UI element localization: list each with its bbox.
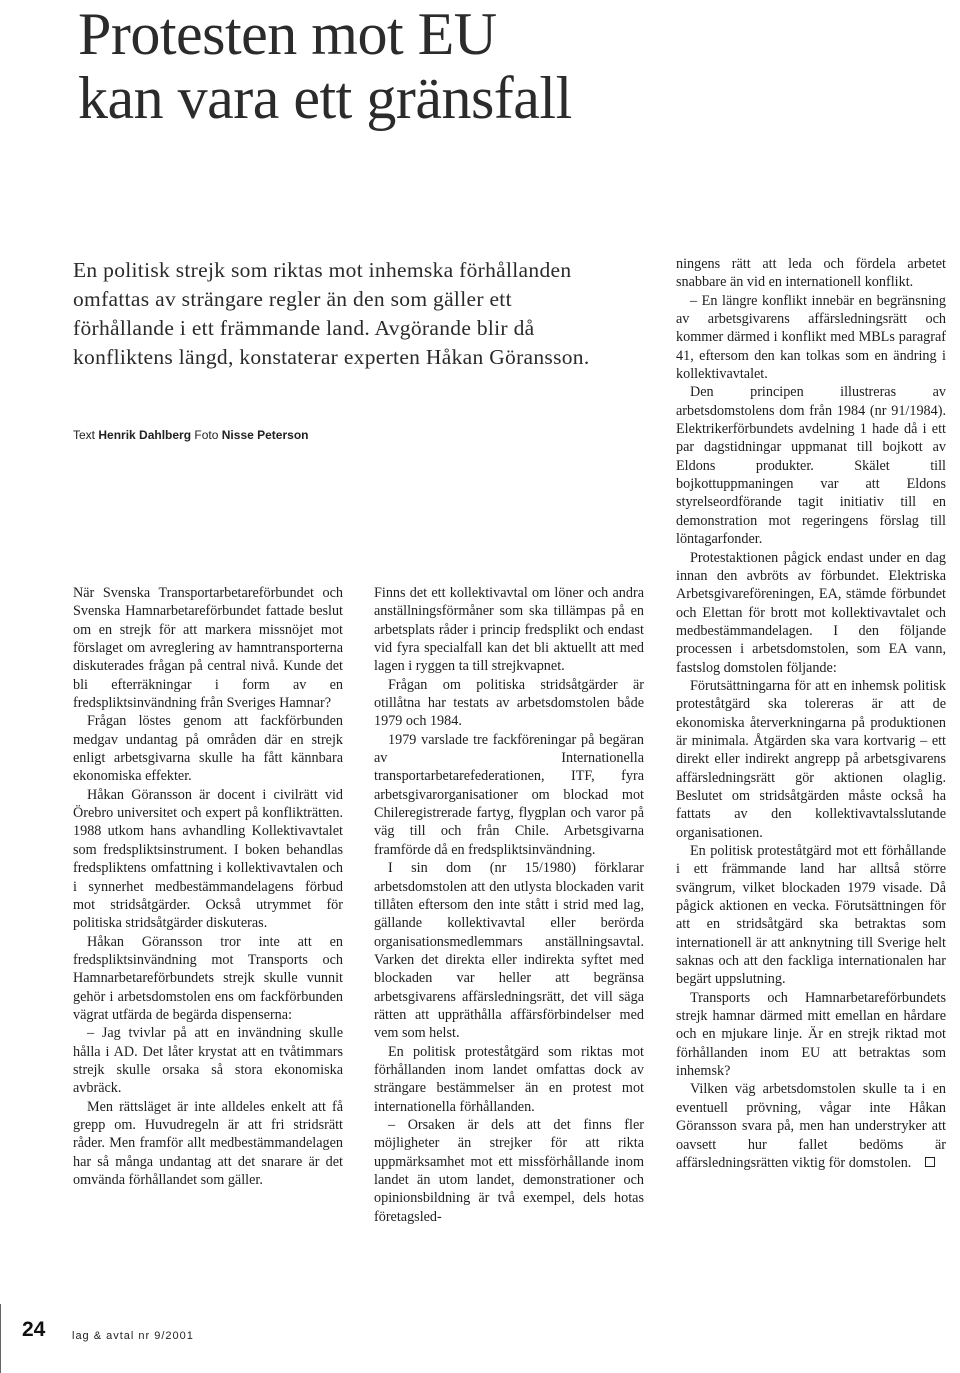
- paragraph: Frågan löstes genom att fackförbunden medgav undantag på områden där en strejk enligt arbetsgivarna skulle ha fått kännbara ekonomiska effekter.: [73, 713, 343, 785]
- paragraph: I sin dom (nr 15/1980) förklarar arbetsdomstolen att den utlysta blockaden varit tillåten eftersom den inte stått i strid med lag, gällande kollektivavtal eller berörda organisationsmedlemmars anställningsavtal. Varken det direkta eller indirekta syftet med blockaden var heller att begränsa arbetsgivarens affärsledningsrätt, det vill säga rätten att uppräthålla affärsförbindelser med vem som helst.: [374, 860, 644, 1042]
- paragraph: Transports och Hamnarbetareförbundets strejk hamnar därmed mitt emellan en hårdare och en mjukare linje. Är en strejk riktad mot förhållanden inom EU att betraktas som inhemsk?: [676, 989, 946, 1080]
- paragraph: Den principen illustreras av arbetsdomstolens dom från 1984 (nr 91/1984). Elektrikerförbundets avdelning 1 hade då i ett par dagstidningar uppmanat till bojkott av Eldons produkter. Skälet till bojkottuppmaningen var att Eldons styrelseordförande tagit initiativ till en demonstration mot regeringens förslag till löntagarfonder.: [676, 384, 946, 548]
- paragraph: ningens rätt att leda och fördela arbetet snabbare än vid en internationell konflikt.: [676, 256, 946, 291]
- page-number: 24: [22, 1318, 46, 1341]
- paragraph: Håkan Göransson tror inte att en fredspliktsinvändning mot Transports och Hamnarbetareförbundets strejk skulle vunnit gehör i arbetsdomstolen ens om fackförbunden vägrat utfärda de begärda dispenserna:: [73, 933, 343, 1023]
- publication-info: lag & avtal nr 9/2001: [72, 1330, 194, 1342]
- paragraph-text: Vilken väg arbetsdomstolen skulle ta i en eventuell prövning, vågar inte Håkan Göransson svara på, men han understryker att oavsett hur fallet bedöms är affärsledningsrätten viktig för domstolen.: [676, 1081, 946, 1171]
- byline-text-label: Text: [73, 428, 96, 442]
- article-title-line-2: kan vara ett gränsfall: [78, 65, 572, 131]
- paragraph: Förutsättningarna för att en inhemsk politisk proteståtgärd ska tolereras är att de ekonomiska återverkningarna på produktionen är minimala. Åtgärden ska vara kortvarig – ett direkt eller indirekt angrepp på arbetsgivarens affärsledningsrätt gör aktionen olaglig. Beslutet om stridsåtgärden måste också ha fattats av den kollektivavtalsslutande organisationen.: [676, 677, 946, 841]
- paragraph: 1979 varslade tre fackföreningar på begäran av Internationella transportarbetarefederationen, ITF, fyra arbetsgivarorganisationer om blockad mot Chileregistrerade fartyg, flygplan och varor på väg till och från Chile. Arbetsgivarna framförde då en fredspliktsinvändning.: [374, 731, 644, 858]
- paragraph: – Orsaken är dels att det finns fler möjligheter än strejker för att rikta uppmärksamhet mot ett missförhållande inom landet än utom landet, demonstrationer och opinionsbildning är två exempel, dels hotas företagsled-: [374, 1116, 644, 1225]
- paragraph: Håkan Göransson är docent i civilrätt vid Örebro universitet och expert på konflikträtten. 1988 utkom hans avhandling Kollektivavtalet som fredspliktsinstrument. I boken behandlas fredspliktens omfattning i kollektivavtalen och i synnerhet medbestämmandelagens förbud mot stridsåtgärder. Också utrymmet för politiska stridsåtgärder diskuteras.: [73, 786, 343, 932]
- byline-photographer: Nisse Peterson: [221, 428, 309, 442]
- paragraph: Protestaktionen pågick endast under en dag innan den avbröts av förbundet. Elektriska Arbetsgivareföreningen, EA, stämde förbundet och Elettan för brott mot kollektivavtalet och medbestämmandelagen. I den följande processen i arbetsdomstolen, som EA vann, fastslog domstolen följande:: [676, 549, 946, 676]
- paragraph: En politisk proteståtgärd mot ett förhållande i ett främmande land har alltså större svängrum, vilket blockaden 1979 visade. Då pågick aktionen en vecka. Förutsättningen för att en stridsåtgärd ska betraktas som internationell är att anknytning till Sverige helt saknas och att den fackliga internationalen har begärt uppslutning.: [676, 843, 946, 988]
- byline-author: Henrik Dahlberg: [98, 428, 192, 442]
- end-mark-icon: [925, 1157, 935, 1167]
- paragraph: – En längre konflikt innebär en begränsning av arbetsgivarens affärsledningsrätt och kommer därmed i konflikt med MBLs paragraf 41, eftersom den kan tolkas som en ändring i kollektivavtalet.: [676, 292, 946, 383]
- byline-photo-label: Foto: [194, 428, 219, 442]
- paragraph: När Svenska Transportarbetareförbundet och Svenska Hamnarbetareförbundet fattade beslut om en strejk för att markera missnöjet mot förslaget om avreglering av hamntransporterna diskuterades frågan på central nivå. Kunde det bli efterräkningar i form av en fredspliktsinvändning från Sveriges Hamnar?: [73, 585, 343, 712]
- paragraph: Frågan om politiska stridsåtgärder är otillåtna har testats av arbetsdomstolen både 1979 och 1984.: [374, 676, 644, 730]
- footer-rule: [0, 1304, 1, 1373]
- body-column-2: [374, 584, 644, 1226]
- paragraph: En politisk proteståtgärd som riktas mot förhållanden inom landet omfattas dock av strängare bestämmelser än en protest mot internationella förhållanden.: [374, 1043, 644, 1115]
- byline: [73, 428, 308, 442]
- paragraph: Men rättsläget är inte alldeles enkelt att få grepp om. Huvudregeln är att fri stridsrätt råder. Men framför allt medbestämmandelagen har så många undantag att det snarare är det omvända förhållandet som gäller.: [73, 1098, 343, 1188]
- article-title-line-1: Protesten mot EU: [78, 1, 497, 67]
- paragraph: Finns det ett kollektivavtal om löner och andra anställningsförmåner som ska tillämpas på en arbetsplats råder i princip fredsplikt och endast vid fyra specialfall kan det bli aktuellt att med lagen i ryggen ta till strejkvapnet.: [374, 585, 644, 675]
- article-lead: En politisk strejk som riktas mot inhemska förhållanden omfattas av strängare regler än den som gäller ett förhållande i ett främmande land. Avgörande blir då konfliktens längd, konstaterar experten Håkan Göransson.: [73, 258, 590, 369]
- last-paragraph: [676, 1080, 946, 1172]
- body-column-3: [676, 255, 946, 1172]
- article-title: [78, 2, 572, 130]
- paragraph: – Jag tvivlar på att en invändning skulle hålla i AD. Det låter krystat att en tvåtimmars strejk skulle orsaka så stora ekonomiska avbräck.: [73, 1025, 343, 1097]
- body-column-1: [73, 584, 343, 1189]
